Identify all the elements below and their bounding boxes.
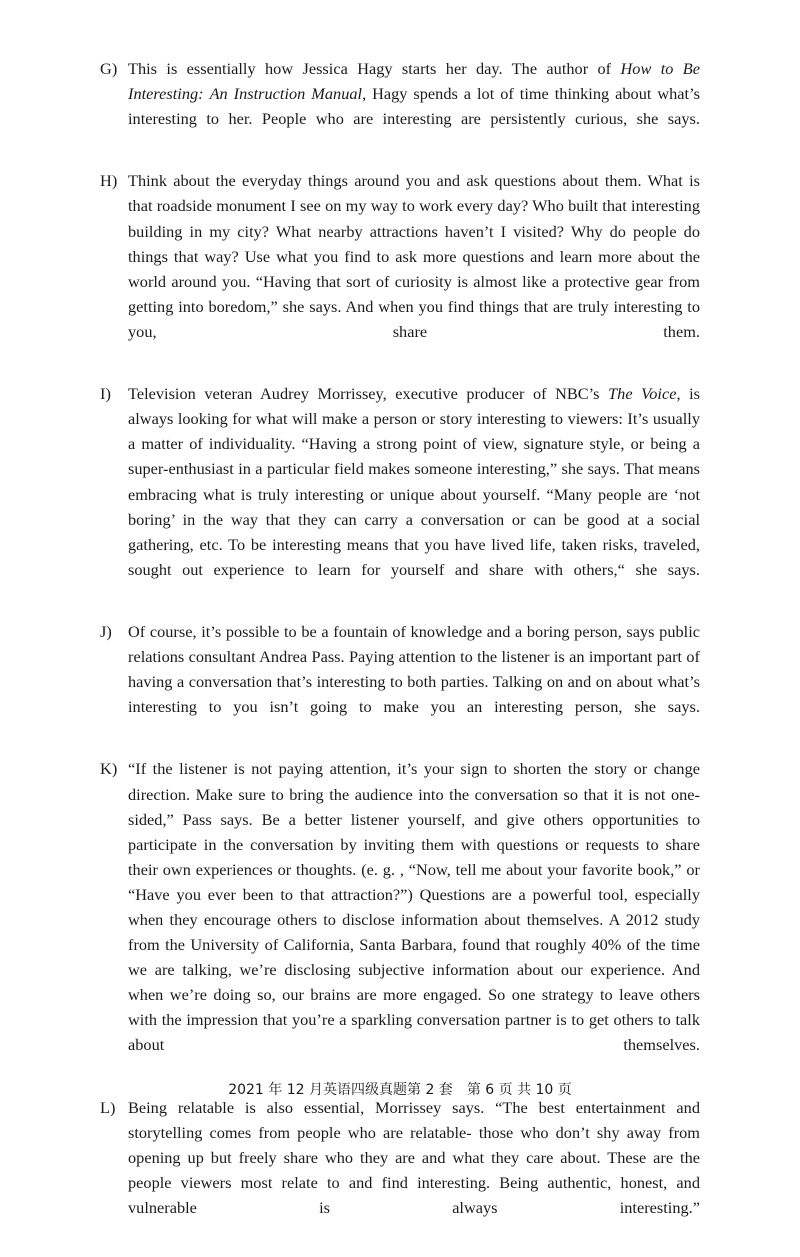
italic-title: The Voice <box>608 384 677 404</box>
italic-title: How to Be Interesting: <box>128 59 701 104</box>
italic-title: An Instruction Manual <box>209 84 363 104</box>
page-footer <box>100 1080 700 1100</box>
text-run: Being relatable is also essential, Morrissey says. “The best entertainment and storytelling comes from people who are relatable- those who don’t shy away from opening up but freely share who they are and what they care about. These are the people viewers most relate to and find interesting. Being authentic, honest, and vulnerable is always interesting.” <box>128 1097 700 1218</box>
text-run: , Hagy spends a lot of time thinking about what’s interesting to her. People who are interesting are persistently curious, she says. <box>128 84 700 129</box>
text-run: Think about the everyday things around you and ask questions about them. What is that roadside monument I see on my way to work every day? Who built that interesting building in my city? What nearby attractions haven’t I visited? Why do people do things that way? Use what you find to ask more questions and learn more about the world around you. “Having that sort of curiosity is almost like a protective gear from getting into boredom,” she says. And when you find things that are truly interesting to you, share them. <box>128 171 700 341</box>
text-run: , is always looking for what will make a person or story interesting to viewers: It’s usually a matter of individuality. “Having a strong point of view, signature style, or being a super-enthusiast in a particular field makes someone interesting,” she says. That means embracing what is truly interesting or unique about yourself. “Many people are ‘not boring’ in the way that they can carry a conversation or can be good at a social gathering, etc. To be interesting means that you have lived life, taken risks, traveled, sought out experience to learn for yourself and share with others,“ she says. <box>128 384 701 579</box>
paragraph <box>100 56 700 156</box>
footer-exam-info: 2021 年 12 月英语四级真题第 2 套 <box>228 1082 453 1098</box>
paragraph-text <box>128 168 700 369</box>
paragraph-text <box>128 1095 700 1246</box>
paragraph-marker: G) <box>100 59 118 78</box>
text-run: Television veteran Audrey Morrissey, executive producer of NBC’s <box>128 384 609 404</box>
paragraph <box>100 168 700 369</box>
paragraph <box>100 1095 700 1246</box>
paragraph <box>100 619 700 744</box>
paragraph <box>100 756 700 1082</box>
document-body <box>100 56 700 1257</box>
text-run: This is essentially how Jessica Hagy starts her day. The author of <box>128 59 621 78</box>
paragraph-text <box>128 56 700 156</box>
footer-page-label: 第 6 页 共 10 页 <box>466 1082 572 1098</box>
text-run: “If the listener is not paying attention, it’s your sign to shorten the story or change direction. Make sure to bring the audience into the conversation so that it is not one-sided,” Pass says. Be a better listener yourself, and give others opportunities to participate in the conversation by inviting them with questions or requests to share their own experiences or thoughts. (e. g. , “Now, tell me about your favorite book,” or “Have you ever been to that attraction?”) Questions are a powerful tool, especially when they encourage others to disclose information about themselves. A 2012 study from the University of California, Santa Barbara, found that roughly 40% of the time we are talking, we’re disclosing subjective information about our experience. And when we’re doing so, our brains are more engaged. So one strategy to leave others with the impression that you’re a sparkling conversation partner is to get others to talk about themselves. <box>128 759 700 1055</box>
text-run: Of course, it’s possible to be a fountain of knowledge and a boring person, says public relations consultant Andrea Pass. Paying attention to the listener is an important part of having a conversation that’s interesting to both parties. Talking on and on about what’s interesting to you isn’t going to make you an interesting person, she says. <box>128 621 700 717</box>
paragraph-marker: K) <box>100 759 118 779</box>
paragraph-text <box>128 756 700 1082</box>
paragraph-text <box>128 619 700 744</box>
paragraph <box>100 381 700 607</box>
paragraph-marker: J) <box>100 621 112 641</box>
paragraph-marker: L) <box>100 1097 116 1117</box>
paragraph-marker: H) <box>100 171 118 191</box>
paragraph-marker: I) <box>100 384 112 404</box>
paragraph-text <box>128 381 700 607</box>
